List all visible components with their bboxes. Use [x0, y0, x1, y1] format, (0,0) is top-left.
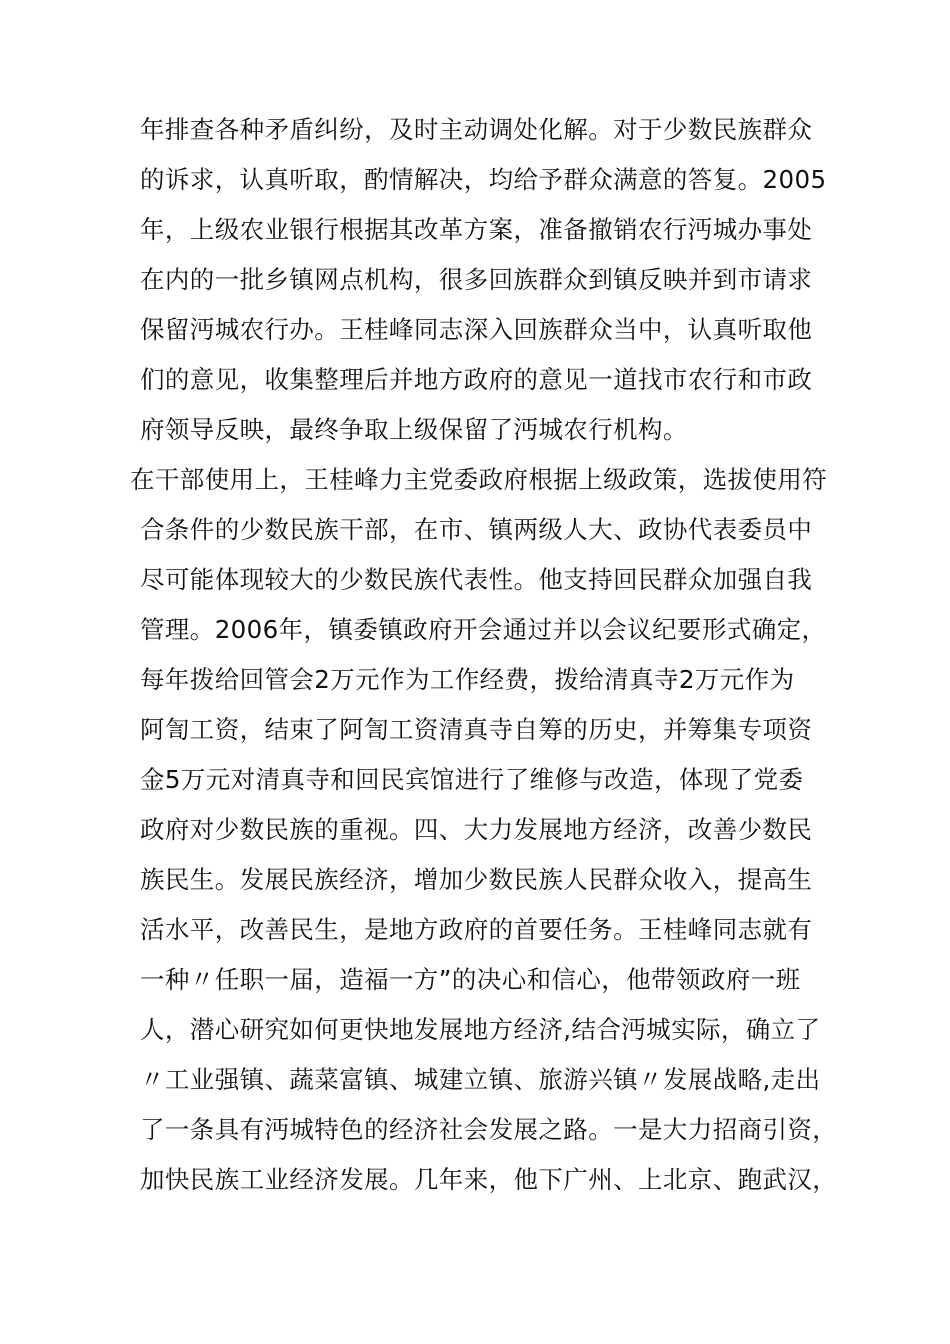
text-line: 活水平，改善民生，是地方政府的首要任务。王桂峰同志就有: [140, 915, 813, 944]
text-line: 管理。2006年，镇委镇政府开会通过并以会议纪要形式确定，: [140, 615, 827, 644]
text-line: 尽可能体现较大的少数民族代表性。他支持回民群众加强自我: [140, 565, 813, 594]
text-line: 每年拨给回管会2万元作为工作经费，拨给清真寺2万元作为: [140, 665, 795, 694]
text-line: 〃工业强镇、蔬菜富镇、城建立镇、旅游兴镇〃发展战略,走出: [140, 1065, 821, 1094]
text-line: 的诉求，认真听取，酌情解决，均给予群众满意的答复。2005: [140, 165, 827, 194]
text-line: 年，上级农业银行根据其改革方案，准备撤销农行沔城办事处: [140, 215, 813, 244]
text-line: 人，潜心研究如何更快地发展地方经济,结合沔城实际，确立了: [140, 1015, 821, 1044]
text-line: 加快民族工业经济发展。几年来，他下广州、上北京、跑武汉，: [140, 1165, 838, 1194]
text-line: 年排查各种矛盾纠纷，及时主动调处化解。对于少数民族群众: [140, 115, 813, 144]
text-line: 族民生。发展民族经济，增加少数民族人民群众收入，提高生: [140, 865, 813, 894]
text-line: 政府对少数民族的重视。四、大力发展地方经济，改善少数民: [140, 815, 813, 844]
text-line: 在内的一批乡镇网点机构，很多回族群众到镇反映并到市请求: [140, 265, 813, 294]
text-line: 们的意见，收集整理后并地方政府的意见一道找市农行和市政: [140, 365, 813, 394]
text-line: 了一条具有沔城特色的经济社会发展之路。一是大力招商引资，: [140, 1115, 838, 1144]
text-line: 府领导反映，最终争取上级保留了沔城农行机构。: [140, 415, 688, 444]
text-line: 合条件的少数民族干部，在市、镇两级人大、政协代表委员中: [140, 515, 813, 544]
text-line: 阿訇工资，结束了阿訇工资清真寺自筹的历史，并筹集专项资: [140, 715, 813, 744]
text-line: 金5万元对清真寺和回民宾馆进行了维修与改造，体现了党委: [140, 765, 804, 794]
text-line: 在干部使用上，王桂峰力主党委政府根据上级政策，选拔使用符: [130, 465, 828, 494]
text-line: 保留沔城农行办。王桂峰同志深入回族群众当中，认真听取他: [140, 315, 813, 344]
text-line: 一种〃任职一届，造福一方”的决心和信心，他带领政府一班: [140, 965, 801, 994]
